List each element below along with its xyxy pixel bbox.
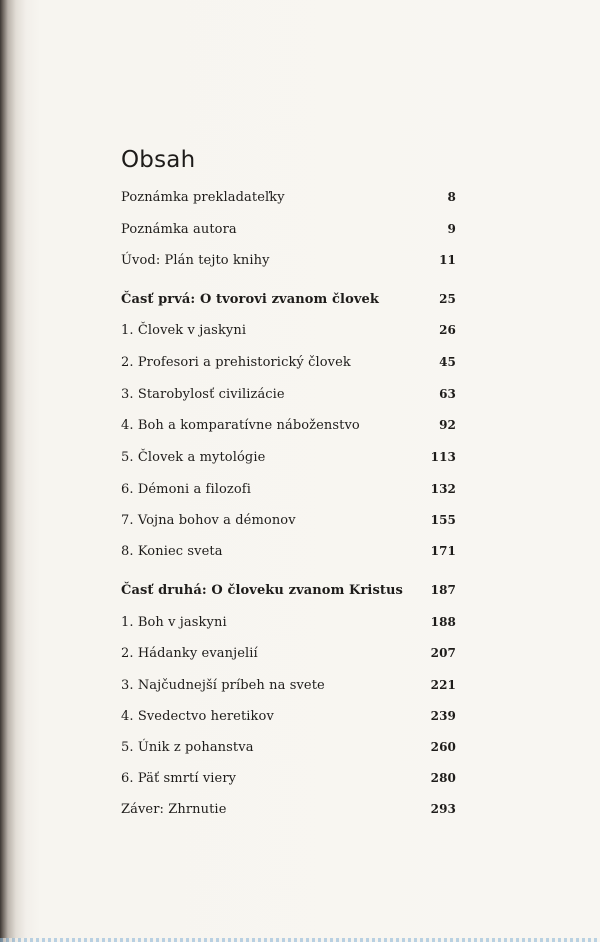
toc-entry-label: 8. Koniec sveta <box>121 543 223 559</box>
toc-part-heading <box>121 289 456 309</box>
toc-entry-page: 260 <box>430 740 456 754</box>
toc-entry <box>121 706 456 726</box>
toc-entry <box>121 799 456 819</box>
toc-entry-page: 25 <box>439 292 456 306</box>
toc-entry-label: 1. Človek v jaskyni <box>121 322 247 338</box>
toc-entry-page: 132 <box>430 482 456 496</box>
toc-entry <box>121 447 456 467</box>
toc-entry <box>121 384 456 404</box>
toc-entry-label: 5. Človek a mytológie <box>121 449 266 465</box>
toc-entry <box>121 612 456 632</box>
toc-entry-page: 188 <box>430 615 456 629</box>
toc-entry <box>121 643 456 663</box>
toc-entry-page: 221 <box>430 678 456 692</box>
toc-entry-label: Záver: Zhrnutie <box>121 801 227 817</box>
toc-entry-label: 2. Hádanky evanjelií <box>121 645 258 661</box>
toc-entry <box>121 768 456 788</box>
toc-entry-page: 45 <box>439 355 456 369</box>
toc-entry-label: 6. Démoni a filozofi <box>121 481 251 497</box>
toc-entry-label: Poznámka prekladateľky <box>121 189 285 205</box>
toc-entry <box>121 320 456 340</box>
toc-entry-label: 5. Únik z pohanstva <box>121 739 254 755</box>
toc-entry-page: 187 <box>430 583 456 597</box>
toc-entry <box>121 541 456 561</box>
toc-entry <box>121 510 456 530</box>
toc-entry-page: 9 <box>447 222 456 236</box>
toc-entry-page: 63 <box>439 387 456 401</box>
toc-entry-label: 3. Starobylosť civilizácie <box>121 386 285 402</box>
toc-entry-page: 26 <box>439 323 456 337</box>
toc-entry-label: 7. Vojna bohov a démonov <box>121 512 296 528</box>
toc-entry-page: 239 <box>430 709 456 723</box>
page-title: Obsah <box>121 147 196 174</box>
toc-entry-label: 2. Profesori a prehistorický človek <box>121 354 351 370</box>
toc-entry-page: 11 <box>439 253 456 267</box>
toc-entry-label: 3. Najčudnejší príbeh na svete <box>121 677 325 693</box>
toc-entry-label: 4. Boh a komparatívne náboženstvo <box>121 417 360 433</box>
toc-entry <box>121 737 456 757</box>
toc-entry-label: Časť druhá: O človeku zvanom Kristus <box>121 582 403 598</box>
toc-entry <box>121 352 456 372</box>
toc-entry-page: 280 <box>430 771 456 785</box>
toc-entry-label: 6. Päť smrtí viery <box>121 770 237 786</box>
toc-entry <box>121 415 456 435</box>
toc-entry-page: 92 <box>439 418 456 432</box>
toc-entry-label: Poznámka autora <box>121 221 237 237</box>
toc-entry-label: 4. Svedectvo heretikov <box>121 708 274 724</box>
toc-entry <box>121 675 456 695</box>
toc-entry <box>121 187 456 207</box>
toc-entry-page: 8 <box>447 190 456 204</box>
toc-entry-page: 293 <box>430 802 456 816</box>
toc-entry-page: 171 <box>430 544 456 558</box>
toc-entry <box>121 479 456 499</box>
toc-entry <box>121 250 456 270</box>
toc-entry-label: Časť prvá: O tvorovi zvanom človek <box>121 291 379 307</box>
toc-entry-page: 113 <box>430 450 456 464</box>
toc-entry-page: 207 <box>430 646 456 660</box>
toc-part-heading <box>121 580 456 600</box>
toc-entry-label: 1. Boh v jaskyni <box>121 614 227 630</box>
toc-entry-label: Úvod: Plán tejto knihy <box>121 252 270 268</box>
toc-entry-page: 155 <box>430 513 456 527</box>
toc-entry <box>121 219 456 239</box>
